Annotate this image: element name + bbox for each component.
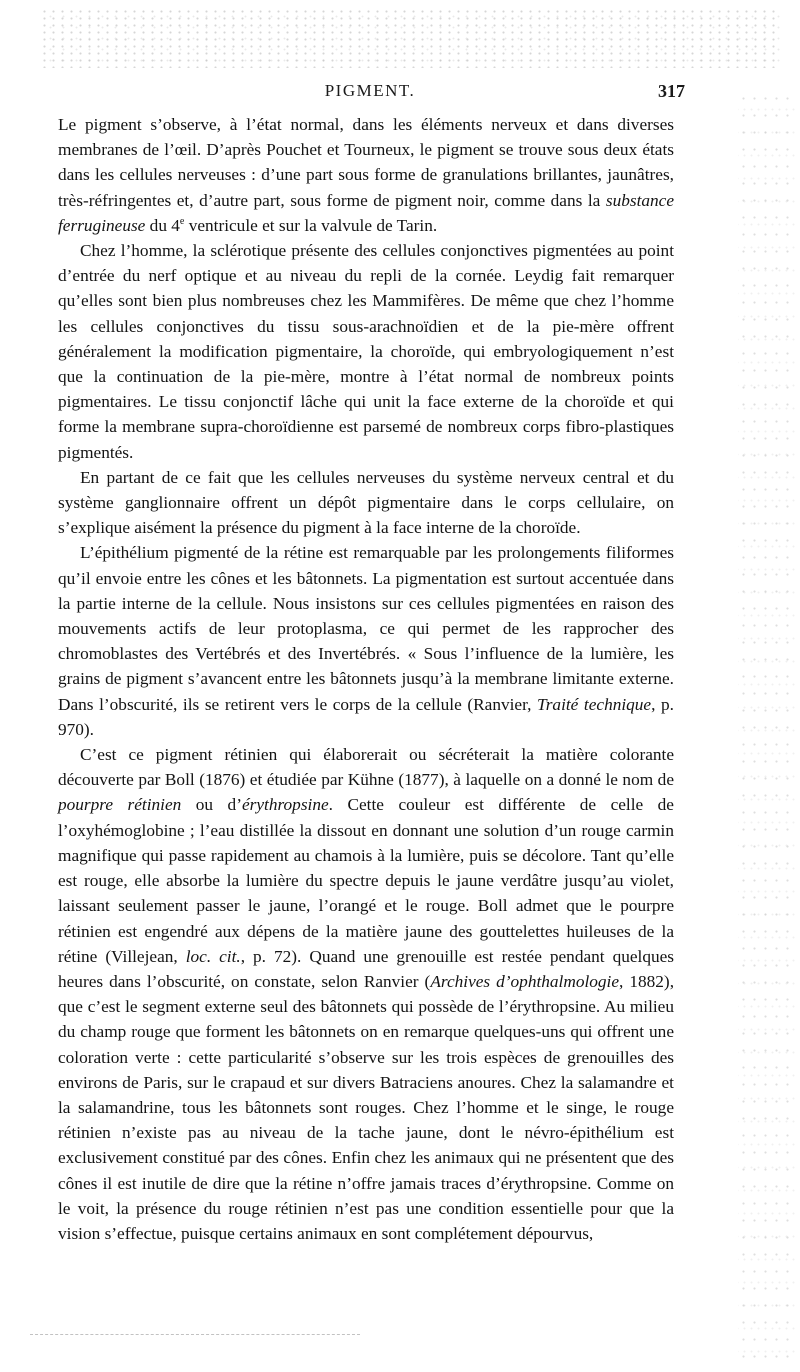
text-segment: L’épithélium pigmenté de la rétine est remarquable par les prolongements filiformes qu’il envoie entre les cônes et les bâtonnets. La pigmentation est surtout accentuée dans la partie interne de la cellule. Nous insistons sur ces cellules pigmentées en raison des mouvements actifs de leur protoplasma, ce qui permet de les rapprocher des chromoblastes des Vertébrés et des Invertébrés. « Sous l’influence de la lumière, les grains de pigment s’avancent entre les bâtonnets jusqu’à la membrane limitante externe. Dans l’obscurité, ils se retirent vers le corps de la cellule (Ranvier, xyxy=(58,543,674,714)
paragraph xyxy=(58,238,674,465)
text-segment: ou d’ xyxy=(181,795,242,815)
text-segment: du 4 xyxy=(145,215,180,235)
text-segment: Le pigment s’observe, à l’état normal, dans les éléments nerveux et dans diverses membranes de l’œil. D’après Pouchet et Tourneux, le pigment se trouve sous deux états dans les cellules nerveuses : d’une part sous forme de granulations brillantes, jaunâtres, très-réfringentes et, d’autre part, sous forme de pigment noir, comme dans la xyxy=(58,115,674,210)
running-title: PIGMENT. xyxy=(324,81,416,100)
text-segment: En partant de ce fait que les cellules nerveuses du système nerveux central et du système ganglionnaire offrent un dépôt pigmentaire dans le corps cellulaire, on s’explique aisément la présence du pigment à la face interne de la choroïde. xyxy=(58,467,674,538)
italic-segment: Archives d’ophthalmologie xyxy=(430,971,620,991)
text-segment: , 1882), que c’est le segment externe seul des bâtonnets qui possède de l’érythropsine. Au milieu du champ rouge que forment les bâtonnets on en remarque quelques-uns qui offrent une coloration verte : cette particularité s’observe sur les trois espèces de grenouilles des environs de Paris, sur le crapaud et sur divers Batraciens anoures. Chez la salamandre et la salamandrine, tous les bâtonnets sont rouges. Chez l’homme et le singe, le rouge rétinien n’existe pas au niveau de la tache jaune, dont le névro-épithélium est exclusivement constitué par des cônes. Enfin chez les animaux qui ne présentent que des cônes il est inutile de dire que la rétine n’offre jamais traces d’érythropsine. Comme on le voit, la présence du rouge rétinien n’est pas une condition essentielle pour que la vision s’effectue, puisque certains animaux en sont complétement dépourvus, xyxy=(58,971,675,1243)
italic-segment: substance ferrugineuse xyxy=(58,190,674,235)
text-segment: , p. 72). Quand une grenouille est restée pendant quelques heures dans l’obscurité, on constate, selon Ranvier ( xyxy=(58,946,674,991)
italic-segment: érythropsine xyxy=(241,795,329,815)
text-segment: , p. 970). xyxy=(58,694,674,739)
paragraph xyxy=(58,112,674,238)
running-header xyxy=(55,81,685,109)
superscript-segment: e xyxy=(179,216,185,228)
text-segment: ventricule et sur la valvule de Tarin. xyxy=(184,215,438,235)
scan-noise-right-margin xyxy=(738,90,796,1360)
paragraph xyxy=(58,540,674,742)
text-segment: Chez l’homme, la sclérotique présente des cellules conjonctives pigmentées au point d’entrée du nerf optique et au niveau du repli de la cornée. Leydig fait remarquer qu’elles sont bien plus nombreuses chez les Mammifères. De même que chez l’homme les cellules conjonctives du tissu sous-arachnoïdien et de la pie-mère offrent généralement la modification pigmentaire, la choroïde, qui embryologiquement n’est que la continuation de la pie-mère, montre à l’état normal de nombreux points pigmentaires. Le tissu conjonctif lâche qui unit la face externe de la choroïde et qui forme la membrane supra-choroïdienne est parsemé de nombreux corps fibro-plastiques pigmentés. xyxy=(58,241,674,462)
scan-noise-top xyxy=(40,8,780,68)
page-number: 317 xyxy=(658,81,685,101)
text-segment: . Cette couleur est différente de celle de l’oxyhémoglobine ; l’eau distillée la dissout en donnant une solution d’un rouge carmin magnifique qui passe rapidement au chamois à la lumière, puis se décolore. Tant qu’elle est rouge, elle absorbe la lumière du spectre depuis le jaune verdâtre jusqu’au violet, laissant seulement passer le jaune, l’orangé et le rouge. Boll admet que le pourpre rétinien est engendré aux dépens de la matière jaune des gouttelettes huileuses de la rétine (Villejean, xyxy=(58,795,674,966)
paragraph xyxy=(58,465,674,541)
body-text xyxy=(58,112,674,1246)
italic-segment: Traité technique xyxy=(537,694,652,714)
italic-segment: pourpre rétinien xyxy=(58,795,182,815)
paragraph xyxy=(58,742,674,1246)
text-segment: C’est ce pigment rétinien qui élaborerait ou sécréterait la matière colorante découverte par Boll (1876) et étudiée par Kühne (1877), à laquelle on a donné le nom de xyxy=(58,745,674,790)
bottom-dashed-rule xyxy=(30,1334,360,1335)
italic-segment: loc. cit. xyxy=(185,946,241,966)
